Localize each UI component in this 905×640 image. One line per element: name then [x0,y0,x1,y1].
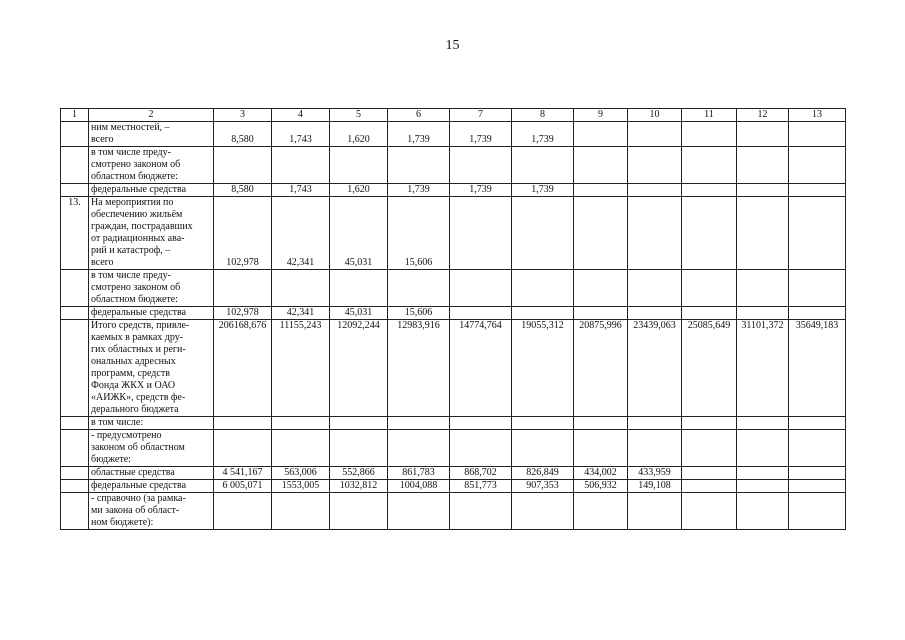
value-cell [512,270,574,307]
value-cell: 1,739 [512,122,574,147]
value-cell: 506,932 [574,480,628,493]
value-cell [388,147,450,184]
row-label-line: На мероприятия по [91,197,174,208]
value-cell: 1,743 [272,122,330,147]
value-cell [628,307,682,320]
row-label-line: рий и катастроф, – [91,245,171,256]
value-cell [574,430,628,467]
value-cell [682,480,737,493]
row-label-line: в том числе преду- [91,147,171,158]
column-header: 8 [512,109,574,122]
column-header: 10 [628,109,682,122]
value-cell [388,417,450,430]
row-label-line: обеспечению жильём [91,209,183,220]
value-cell: 433,959 [628,467,682,480]
value-cell: 1,620 [330,122,388,147]
value-cell [789,417,846,430]
value-cell [789,307,846,320]
table-row [61,184,846,197]
row-label [89,147,214,184]
table-row [61,480,846,493]
value-cell [214,493,272,530]
row-label-line: Фонда ЖКХ и ОАО [91,380,176,391]
row-label-line: дерального бюджета [91,404,179,415]
value-cell [628,147,682,184]
value-cell: 1,739 [512,184,574,197]
value-cell: 19055,312 [512,320,574,417]
table-row [61,270,846,307]
row-label-line: ональных адресных [91,356,176,367]
value-cell: 1,739 [388,122,450,147]
value-cell [737,307,789,320]
value-cell: 102,978 [214,197,272,270]
value-cell [450,307,512,320]
row-label [89,467,214,480]
row-number [61,307,89,320]
value-cell [789,147,846,184]
value-cell [512,307,574,320]
value-cell: 4 541,167 [214,467,272,480]
value-cell: 434,002 [574,467,628,480]
page-number: 15 [445,38,460,53]
value-cell: 563,006 [272,467,330,480]
value-cell [272,270,330,307]
value-cell [682,493,737,530]
value-cell: 20875,996 [574,320,628,417]
value-cell [512,147,574,184]
value-cell: 6 005,071 [214,480,272,493]
value-cell [682,147,737,184]
value-cell [330,493,388,530]
value-cell [737,430,789,467]
row-number [61,320,89,417]
value-cell: 14774,764 [450,320,512,417]
row-label-line: смотрено законом об [91,282,181,293]
value-cell [272,493,330,530]
value-cell [737,147,789,184]
value-cell: 868,702 [450,467,512,480]
value-cell [450,147,512,184]
row-number [61,147,89,184]
row-label-line: бюджете: [91,454,131,465]
table-row [61,320,846,417]
row-label [89,307,214,320]
value-cell [628,270,682,307]
row-number [61,430,89,467]
value-cell [450,493,512,530]
table-row [61,147,846,184]
value-cell: 552,866 [330,467,388,480]
value-cell [789,122,846,147]
value-cell [214,270,272,307]
value-cell [789,430,846,467]
row-label [89,417,214,430]
row-label-line: ми закона об област- [91,505,180,516]
value-cell [512,417,574,430]
column-header: 6 [388,109,450,122]
table-row [61,493,846,530]
column-header: 12 [737,109,789,122]
value-cell [737,493,789,530]
column-header: 13 [789,109,846,122]
value-cell: 23439,063 [628,320,682,417]
value-cell: 8,580 [214,184,272,197]
table-row [61,467,846,480]
column-header: 11 [682,109,737,122]
row-label-line: всего [91,134,114,145]
value-cell: 102,978 [214,307,272,320]
row-label [89,493,214,530]
column-header: 9 [574,109,628,122]
value-cell [628,493,682,530]
row-label-line: федеральные средства [91,307,187,318]
row-label-line: областном бюджете: [91,294,179,305]
value-cell: 31101,372 [737,320,789,417]
value-cell [628,430,682,467]
value-cell [272,417,330,430]
value-cell [574,417,628,430]
column-header: 3 [214,109,272,122]
value-cell: 1,739 [450,122,512,147]
value-cell [214,430,272,467]
row-label-line: программ, средств [91,368,170,379]
row-label [89,270,214,307]
value-cell: 826,849 [512,467,574,480]
value-cell [737,467,789,480]
value-cell: 206168,676 [214,320,272,417]
value-cell [330,147,388,184]
row-number [61,122,89,147]
value-cell: 42,341 [272,197,330,270]
value-cell [512,430,574,467]
row-label [89,480,214,493]
value-cell: 149,108 [628,480,682,493]
value-cell [272,147,330,184]
value-cell: 25085,649 [682,320,737,417]
value-cell: 861,783 [388,467,450,480]
value-cell [682,184,737,197]
value-cell: 907,353 [512,480,574,493]
value-cell [789,480,846,493]
value-cell [737,270,789,307]
value-cell: 15,606 [388,307,450,320]
column-header: 4 [272,109,330,122]
value-cell [789,467,846,480]
value-cell: 15,606 [388,197,450,270]
value-cell [214,147,272,184]
header-row [61,109,846,122]
value-cell [574,493,628,530]
table-row [61,430,846,467]
row-label-line: каемых в рамках дру- [91,332,184,343]
value-cell: 1,739 [450,184,512,197]
column-header: 1 [61,109,89,122]
value-cell [682,197,737,270]
row-label-line: федеральные средства [91,184,187,195]
value-cell: 12092,244 [330,320,388,417]
row-number: 13. [61,197,89,270]
row-label-line: - предусмотрено [91,430,162,441]
value-cell [450,417,512,430]
value-cell [737,197,789,270]
table-row [61,197,846,270]
value-cell: 1,743 [272,184,330,197]
value-cell: 45,031 [330,197,388,270]
row-number [61,467,89,480]
value-cell [574,307,628,320]
value-cell [628,417,682,430]
value-cell [574,197,628,270]
value-cell [450,197,512,270]
value-cell [682,270,737,307]
value-cell [330,270,388,307]
value-cell [272,430,330,467]
value-cell [682,122,737,147]
value-cell: 1004,088 [388,480,450,493]
value-cell [789,197,846,270]
row-label [89,430,214,467]
value-cell: 42,341 [272,307,330,320]
row-label-line: ном бюджете): [91,517,154,528]
value-cell [214,417,272,430]
value-cell [330,430,388,467]
row-number [61,184,89,197]
row-number [61,493,89,530]
row-label-line: смотрено законом об [91,159,181,170]
value-cell [388,493,450,530]
value-cell: 851,773 [450,480,512,493]
value-cell: 11155,243 [272,320,330,417]
table-row [61,307,846,320]
value-cell [682,430,737,467]
value-cell [737,480,789,493]
value-cell: 1032,812 [330,480,388,493]
value-cell [574,122,628,147]
row-label [89,320,214,417]
value-cell [574,147,628,184]
value-cell [450,270,512,307]
row-label-line: Итого средств, привле- [91,320,190,331]
table-row [61,122,846,147]
value-cell: 35649,183 [789,320,846,417]
row-label [89,122,214,147]
column-header: 7 [450,109,512,122]
value-cell [789,184,846,197]
value-cell [450,430,512,467]
value-cell: 1,620 [330,184,388,197]
value-cell [789,493,846,530]
row-label-line: ним местностей, – [91,122,170,133]
row-number [61,270,89,307]
value-cell: 8,580 [214,122,272,147]
value-cell [789,270,846,307]
row-label-line: гих областных и реги- [91,344,186,355]
value-cell [737,122,789,147]
value-cell [628,122,682,147]
value-cell [330,417,388,430]
value-cell: 12983,916 [388,320,450,417]
row-label-line: - справочно (за рамка- [91,493,186,504]
row-label [89,184,214,197]
row-number [61,480,89,493]
row-label-line: областном бюджете: [91,171,179,182]
table-row [61,417,846,430]
value-cell [737,417,789,430]
value-cell [737,184,789,197]
budget-table [60,108,846,530]
value-cell [682,307,737,320]
row-label-line: всего [91,257,114,268]
value-cell [682,467,737,480]
value-cell: 45,031 [330,307,388,320]
column-header: 2 [89,109,214,122]
row-label-line: от радиационных ава- [91,233,185,244]
value-cell [512,493,574,530]
row-label-line: «АИЖК», средств фе- [91,392,186,403]
row-label-line: областные средства [91,467,175,478]
row-number [61,417,89,430]
value-cell: 1,739 [388,184,450,197]
row-label-line: в том числе преду- [91,270,171,281]
value-cell [574,270,628,307]
row-label-line: в том числе: [91,417,144,428]
column-header: 5 [330,109,388,122]
value-cell [628,197,682,270]
value-cell: 1553,005 [272,480,330,493]
value-cell [512,197,574,270]
row-label-line: законом об областном [91,442,185,453]
value-cell [388,270,450,307]
value-cell [682,417,737,430]
value-cell [574,184,628,197]
value-cell [628,184,682,197]
row-label [89,197,214,270]
row-label-line: граждан, пострадавших [91,221,193,232]
value-cell [388,430,450,467]
row-label-line: федеральные средства [91,480,187,491]
